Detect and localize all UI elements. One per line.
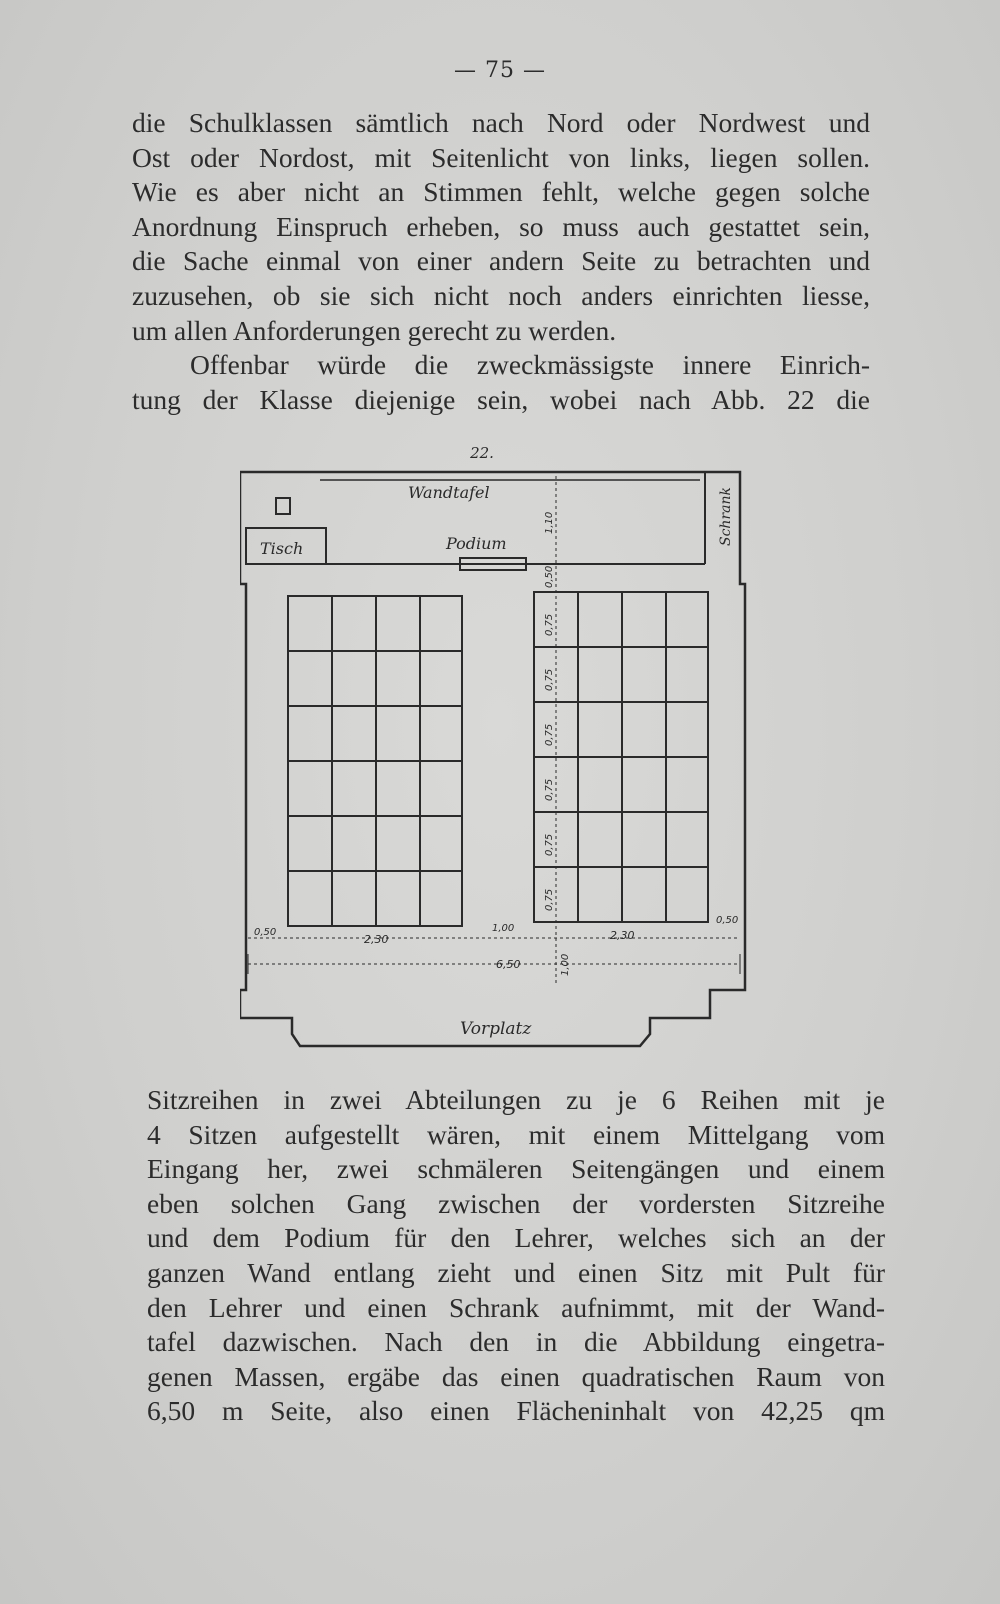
text-line: um allen Anforderungen gerecht zu werden. [132, 314, 617, 346]
label-vorplatz: Vorplatz [460, 1019, 532, 1039]
text-line: Sitzreihen in zwei Abteilungen zu je 6 Reihen mit je [147, 1084, 885, 1115]
paragraph-intro [132, 106, 870, 417]
text-line: 4 Sitzen aufgestellt wären, mit einem Mittelgang vom [147, 1118, 885, 1150]
paragraph-continued [147, 1083, 885, 1429]
text-line: Wie es aber nicht an Stimmen fehlt, welche gegen solche [132, 176, 870, 208]
figure-number: 22. [470, 446, 494, 462]
label-schrank: Schrank [718, 487, 734, 546]
text-line: ganzen Wand entlang zieht und einen Sitz mit Pult für [147, 1256, 885, 1288]
dim-row-6: 0,75 [544, 888, 555, 911]
text-line: den Lehrer und einen Schrank aufnimmt, mit der Wand- [147, 1291, 885, 1323]
label-tisch: Tisch [260, 539, 304, 558]
dim-middle-aisle: 1,00 [492, 923, 515, 934]
text-line: die Schulklassen sämtlich nach Nord oder Nordwest und [132, 107, 870, 138]
dim-block-right: 2,30 [610, 929, 635, 942]
label-podium: Podium [446, 534, 507, 553]
dim-row-3: 0,75 [544, 723, 555, 746]
text-line: Ost oder Nordost, mit Seitenlicht von links, liegen sollen. [132, 141, 870, 173]
text-line: tung der Klasse diejenige sein, wobei nach Abb. 22 die [132, 383, 870, 415]
dim-row-1: 0,75 [544, 613, 555, 636]
text-line: die Sache einmal von einer andern Seite zu betrachten und [132, 245, 870, 277]
dim-total-depth: 1,00 [560, 953, 571, 976]
text-line: genen Massen, ergäbe das einen quadratischen Raum von [147, 1360, 885, 1392]
text-line: zuzusehen, ob sie sich nicht noch anders einrichten liesse, [132, 279, 870, 311]
dim-aisle-front: 0,50 [544, 565, 555, 588]
text-line: Offenbar würde die zweckmässigste innere Einrich- [190, 349, 870, 381]
page-number: — 75 — [454, 58, 546, 83]
dim-row-5: 0,75 [544, 833, 555, 856]
text-line: Eingang her, zwei schmäleren Seitengängen und einem [147, 1153, 885, 1185]
text-line: Anordnung Einspruch erheben, so muss auch gestattet sein, [132, 210, 870, 242]
dim-row-4: 0,75 [544, 778, 555, 801]
text-line: tafel dazwischen. Nach den in die Abbildung eingetra- [147, 1326, 885, 1358]
classroom-floor-plan-figure [240, 446, 770, 1071]
text-line: eben solchen Gang zwischen der vordersten Sitzreihe [147, 1187, 885, 1219]
dim-podium-depth: 1,10 [544, 511, 555, 534]
dim-left-aisle: 0,50 [254, 927, 277, 938]
text-line: 6,50 m Seite, also einen Flächeninhalt von 42,25 qm [147, 1395, 885, 1427]
floor-plan-drawing [240, 446, 770, 1071]
dim-row-2: 0,75 [544, 668, 555, 691]
teacher-seat [276, 498, 290, 514]
label-wandtafel: Wandtafel [408, 483, 490, 502]
text-line: und dem Podium für den Lehrer, welches sich an der [147, 1222, 885, 1254]
dim-right-aisle: 0,50 [716, 915, 739, 926]
dim-total-width: 6,50 [496, 958, 521, 971]
dim-block-left: 2,30 [364, 933, 389, 946]
